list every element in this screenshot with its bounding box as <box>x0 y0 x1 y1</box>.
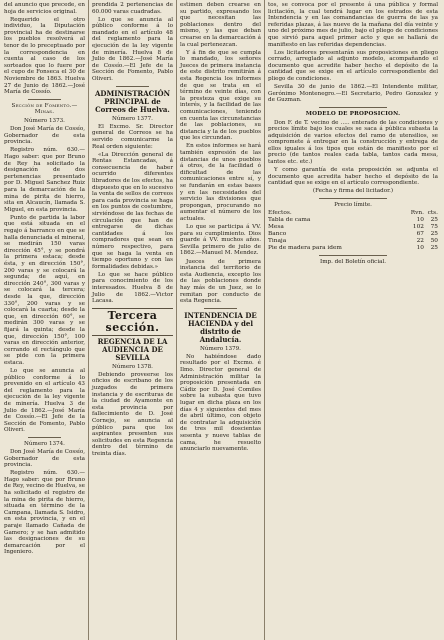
col2-para-3: «La Dirección general de Rentas Estancadas, á consecuencia de haber ocurrido diferentes libradores de los efectos, ha dispuesto que en lo sucesivo la venta de sellos de correos para cada provincia se haga en los puntos de costumbre, sirviéndose de las fechas de circulación que han de entregarse de dichas cantidades á los compradores que sean en número respectivo, para que se haga la venta en tiempo oportuno y con las formalidades debidas.» <box>92 151 174 270</box>
divider <box>319 198 387 199</box>
col4-top-text: tos, se convoca por el presente á una pública y formal licitación, la cual tendrá lugar en los estrados de esta Intendencia y en las comandancias de guerra de las ya referidas plazas, á las nueve de la mañana del día veinte y uno del próximo mes de julio, bajo el pliego de condiciones que sirvió para aquel primer acto y que se hallará de manifiesto en las referidas dependencias. <box>268 2 438 48</box>
col1-para-7: Registro núm. 630.—Hago saber: que por Bruno de Rey, vecino de Huelva, se ha solicitado el registro de la mina de pirita de hierro, situada en término de la Campana, llamada S. Isidro, en esta provincia, y en el paraje llamado Cañada de Gamero; y se han admitido las designaciones de su demarcación por el Ingeniero. <box>4 470 85 556</box>
divider <box>116 86 148 87</box>
divider <box>204 308 236 309</box>
header-rvn: Rvn. <box>410 210 424 217</box>
row-cts: 25 <box>430 231 438 238</box>
col2-top-text: prendida 2 pertenencias de 60.000 varas cuadradas. <box>92 2 173 15</box>
col1-section-head: Sección de Fomento.—Minas. <box>11 102 78 116</box>
col1-para-3: Registro núm. 630.—Hago saber: que por Bruno de Rey ha solicitado la designación de dos pertenencias presentado por D. Miguel Sanchez Ruiz para la demarcación de la mina de pirita de hierro, sita en Alcaucín, llamada S. Miguel, en esta provincia. <box>4 147 85 213</box>
row-item: Pie de madera para idem <box>268 245 342 252</box>
col3-para-2: En estos informes se hará también expresión de las distancias de unos pueblos á otros, de la facilidad ó dificultad de las comunicaciones entre sí, y se fundarán en estas bases y en las necesidades del servicio las divisiones que propongan, procurando no aumentar el número de los actuales. <box>180 143 261 222</box>
row-item: Tinaja <box>268 238 287 245</box>
column-1 <box>1 0 89 640</box>
col1-para-4: Punto de partida la labor que está situada en el regajo á barranco en que se halla denunciada el mineral, se medirán 150 varas dirección 45°, y se pondrá la primera estaca; desde ésta, y en dirección 150°, 200 varas y se colocará la segunda; de aquí, en dirección 240°, 300 varas y se colocará la tercera; desde la que, dirección 330°, 200 varas y se colocará la cuarta; desde la que, en dirección 60°, se medirán 300 varas y se fijará la quinta; desde la que, dirección 150°, 100 varas en dirección anterior, cerrando el rectángulo que se pide con la primera estaca. <box>4 214 85 366</box>
row-rvn: 22 <box>416 238 424 245</box>
row-cts: 25 <box>430 245 438 252</box>
col1-para-1: Requerido el otro individuo, la Diputación provincial ha de destinarse los pueblos resolverá al tenor de lo preceptuado por la correspondencia en cuenta al caso de los sorteados que lo fuere por el cupo de Fonseca el 30 de Noviembre de 1863. Huelva 27 de Junio de 1862.—José María de Cossío. <box>4 16 85 96</box>
col4-para-3: Don F. de T. vecino de ..... enterado de las condiciones y precios límite bajo los cuales se saca á pública subasta la adquisición de varios efectos del ramo de utensilios, se compromete á entregar en la construcción y entrega de ellos iguales á los tipos que están de manifiesto por el precio (de tantos reales cada tabla, tantos cada mesa, tantos etc. etc.) <box>268 119 438 166</box>
divider <box>319 255 387 256</box>
row-cts: 50 <box>430 238 438 245</box>
col4-head-1: MODELO DE PROPOSICION. <box>305 110 401 117</box>
row-rvn: 10 <box>416 217 424 224</box>
table-row <box>268 245 438 252</box>
row-rvn: 10 <box>416 245 424 252</box>
col4-para-2: Sevilla 30 de junio de 1862.—El Intendente militar, Gerónimo Montenegro.—El Secretario, Pedro Gonzalez y de Guzman. <box>268 84 438 104</box>
row-rvn: 67 <box>416 231 424 238</box>
col3-top-text: estimen deben crearse en su partido, expresando los que necesitan las poblaciones dentro del mismo, y las que deban crearse en la demarcación á la cual pertenezcan. <box>180 2 261 48</box>
col2-para-2: El Excmo. Sr. Director general de Correos se ha servido comunicarme la Real orden siguiente: <box>92 123 173 150</box>
col2-para-4: Lo que se hace público para conocimiento de los interesados. Huelva 8 de Julio de 1862.—Victor Lacasa. <box>92 271 173 305</box>
price-head: Precio límite. <box>334 202 372 209</box>
col1-para-2: Don José María de Cossío, Gobernador de esta provincia. <box>4 126 85 146</box>
row-cts: 25 <box>430 217 438 224</box>
col3-para-4: Jueces de primera instancia del territorio de esta Audiencia, excepto los de las poblaciones donde hay más de un Juez, se lo remitan por conducto de esta Regencia. <box>180 258 261 305</box>
divider <box>28 99 60 100</box>
column-3 <box>177 0 265 640</box>
row-cts: 75 <box>430 224 438 231</box>
col3-head-1: INTENDENCIA DE HACIENDA y del distrito de Andalucía. <box>184 310 257 344</box>
col3-para-1: Y á fin de que se cumpla lo mandado, los señores Jueces de primera instancia de este distrito remitirán á esta Regencia los informes de que se trata en el término de veinte días, con la presteza que exige su interés, y la facilidad de las comunicaciones, teniendo en cuenta las circunstancias de las poblaciones, su distancia y la de los pueblos que les circundan. <box>180 49 261 142</box>
table-row <box>268 238 438 245</box>
divider <box>319 107 387 108</box>
col1-para-6: Don José María de Cossío, Gobernador de esta provincia. <box>4 449 85 469</box>
header-item: Efectos. <box>268 210 292 217</box>
col4-date-line: (Fecha y firma del licitador.) <box>312 188 394 195</box>
col2-number-a: Número 1377. <box>112 115 153 122</box>
col1-top-text: del anuncio que precede, en hoja de servicios original. <box>4 2 85 15</box>
col1-number-a: Número 1373. <box>24 118 65 124</box>
col2-number-b: Número 1378. <box>112 363 153 370</box>
col4-para-4: Y como garantía de esta proposición se adjunta el documento que acredita haber hecho el depósito de la cantidad que se exige en el artículo correspondiente. <box>268 167 438 187</box>
table-row <box>268 217 438 224</box>
printer-footer: Imp. del Boletín oficial. <box>319 259 387 266</box>
section-title: Tercera sección. <box>92 308 173 336</box>
col2-head-1: ADMINISTRACIÓN PRINCIPAL de Correos de Huelva. <box>94 88 171 114</box>
table-row <box>268 231 438 238</box>
col3-para-3: Lo que se participa á VV. para su cumplimiento. Dios guarde á VV. muchos años. Sevilla primero de julio de 1862.—Manuel M. Mendez. <box>180 224 261 257</box>
column-2 <box>89 0 177 640</box>
row-item: Tabla de cama <box>268 217 311 224</box>
col2-head-2: REGENCIA DE LA AUDIENCIA DE SEVILLA <box>97 336 168 362</box>
row-rvn: 102 <box>412 224 424 231</box>
row-item: Mesa <box>268 224 284 231</box>
price-table <box>268 210 438 252</box>
col3-para-5: No habiéndose dado resultado por el Excmo. é Ilmo. Director general de Administración militar la proposición presentada en Cádiz por D. José Comiles sobre la subasta que tuvo lugar en dicha plaza en los días 4 y siguientes del mes de abril último, con objeto de contratar la adquisición de tres mil doscientas sesenta y nueve tablas de cama, he resuelto anunciarlo nuevamente. <box>180 353 261 453</box>
col4-para-1: Los licitadores presentarán sus proposiciones en pliego cerrado, arreglado al adjunto modelo, acompañando el documento que acredite haber hecho el depósito de la cantidad que se exige en el artículo correspondiente del pliego de condiciones. <box>268 49 438 83</box>
col2-para-5: Debiendo proveerse los oficios de escribano de los juzgados de primera instancia y de escrituras de la ciudad de Ayamonte en esta provincia por fallecimiento de D. José Cornejo, se anuncia al público para que los aspirantes presenten sus solicitudes en esta Regencia dentro del término de treinta días. <box>92 371 173 457</box>
col1-number-b: Número 1374. <box>24 440 65 447</box>
header-cts: cts. <box>427 210 438 217</box>
col3-number-a: Número 1379. <box>200 345 241 352</box>
col1-para-5: Lo que se anuncia al público conforme á lo prevenido en el artículo 43 del reglamento para la ejecución de la ley vigente de minería. Huelva 3 de Julio de 1862.—José María de Cossío.—El Jefe de la Sección de Fomento, Pablo Oliveri. <box>4 367 85 434</box>
price-table-header <box>268 210 438 217</box>
divider <box>28 437 60 438</box>
col2-para-1: Lo que se anuncia al público conforme á lo mandado en el artículo 48 del reglamento para la ejecución de la ley vigente de minería. Huelva 8 de Julio de 1862.—José María de Cossío.—El Jefe de la Sección de Fomento, Pablo Oliveri. <box>92 16 173 83</box>
column-4 <box>265 0 441 640</box>
table-row <box>268 224 438 231</box>
row-item: Banco <box>268 231 287 238</box>
